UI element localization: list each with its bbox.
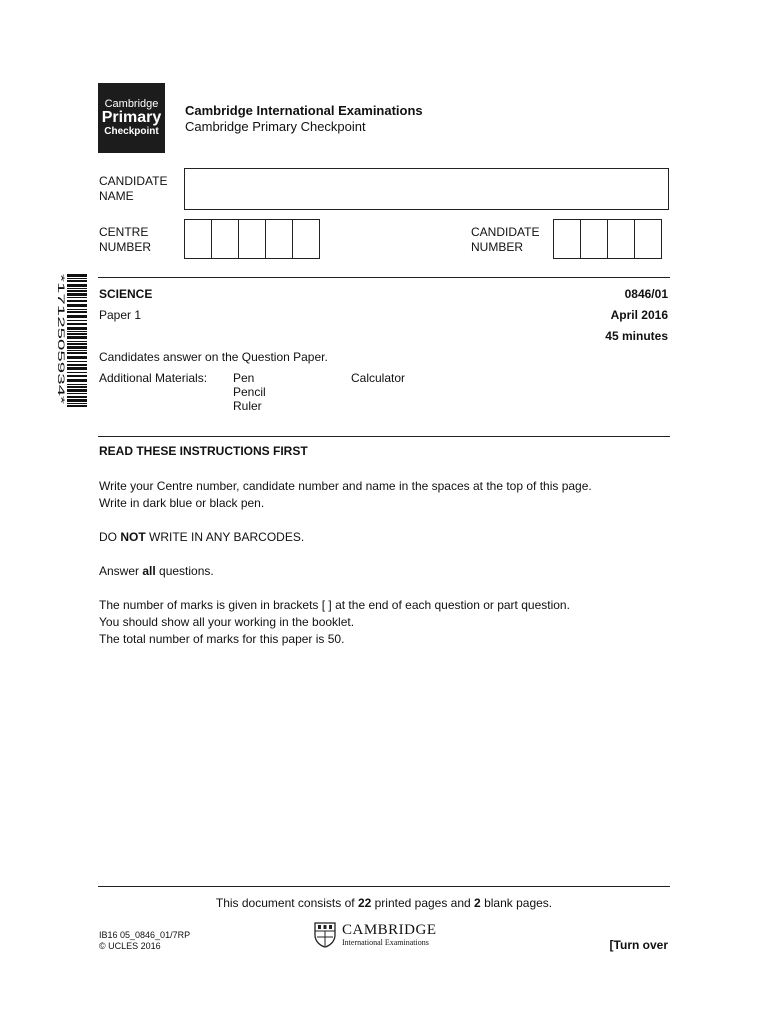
reference-code: IB16 05_0846_01/7RP bbox=[99, 930, 191, 940]
material-item: Ruler bbox=[233, 399, 262, 413]
text-span: DO bbox=[99, 530, 121, 544]
board-subtitle: Cambridge Primary Checkpoint bbox=[185, 119, 366, 134]
barcode-bar bbox=[67, 405, 87, 407]
paper-number: Paper 1 bbox=[99, 308, 142, 322]
logo-text bbox=[342, 923, 437, 948]
candidate-name-label-line-1: CANDIDATE bbox=[99, 174, 168, 188]
barcode-bar bbox=[67, 343, 87, 345]
cambridge-logo bbox=[314, 922, 437, 948]
barcode-bar bbox=[67, 379, 87, 382]
blank-page-count: 2 bbox=[474, 896, 481, 910]
barcode-bar bbox=[67, 320, 87, 321]
centre-digit-box[interactable] bbox=[211, 219, 239, 259]
barcode-bar bbox=[67, 386, 87, 388]
subject: SCIENCE bbox=[99, 287, 153, 301]
barcode-bar bbox=[67, 274, 87, 277]
barcode-bar bbox=[67, 290, 87, 292]
footer-reference bbox=[99, 930, 190, 952]
page-count-note bbox=[0, 896, 768, 910]
material-calculator: Calculator bbox=[351, 371, 406, 385]
barcode-bar bbox=[67, 336, 87, 339]
barcode-bar bbox=[67, 297, 87, 298]
centre-digit-box[interactable] bbox=[184, 219, 212, 259]
candidate-number-label-line-2: NUMBER bbox=[471, 240, 524, 254]
printed-page-count: 22 bbox=[357, 896, 372, 910]
logo-subtitle: International Examinations bbox=[342, 937, 429, 947]
barcode-bar bbox=[67, 364, 87, 366]
material-item: Pen bbox=[233, 371, 255, 385]
centre-number-label-line-2: NUMBER bbox=[99, 240, 152, 254]
instructions-block-2 bbox=[99, 529, 304, 546]
centre-digit-box[interactable] bbox=[265, 219, 293, 259]
barcode-bar bbox=[67, 333, 87, 335]
barcode-bar bbox=[67, 389, 87, 392]
barcode-bar bbox=[67, 300, 87, 302]
instruction-line: The total number of marks for this paper is 50. bbox=[99, 632, 345, 646]
barcode-bar bbox=[67, 293, 87, 296]
candidate-number-label bbox=[471, 225, 539, 255]
footer-divider bbox=[98, 886, 670, 887]
barcode-bar bbox=[67, 309, 87, 310]
candidate-digit-box[interactable] bbox=[553, 219, 581, 259]
barcode-bar bbox=[67, 304, 87, 307]
barcode-bar bbox=[67, 372, 87, 373]
instructions-block-3 bbox=[99, 563, 214, 580]
instruction-line: Write your Centre number, candidate number and name in the spaces at the top of this page. bbox=[99, 479, 592, 493]
instructions-block-4 bbox=[99, 597, 570, 648]
instruction-line bbox=[99, 563, 214, 580]
barcode-bar bbox=[67, 352, 87, 354]
candidate-digit-box[interactable] bbox=[634, 219, 662, 259]
logo-line-2: Primary bbox=[101, 109, 162, 127]
copyright: © UCLES 2016 bbox=[99, 941, 161, 951]
crest-icon bbox=[314, 922, 336, 948]
barcode-bar bbox=[67, 288, 87, 289]
barcode-bar bbox=[67, 346, 87, 349]
barcode-bar bbox=[67, 278, 87, 279]
barcode-bar bbox=[67, 403, 87, 404]
barcode-bar bbox=[67, 384, 87, 385]
text-span: WRITE IN ANY BARCODES. bbox=[145, 530, 305, 544]
answer-note: Candidates answer on the Question Paper. bbox=[99, 350, 328, 364]
barcode-bar bbox=[67, 331, 87, 332]
centre-number-label bbox=[99, 225, 151, 255]
materials-label: Additional Materials: bbox=[99, 371, 208, 385]
barcode-bar bbox=[67, 327, 87, 330]
barcode-bar bbox=[67, 361, 87, 362]
logo-word: CAMBRIDGE bbox=[342, 921, 437, 938]
exam-date: April 2016 bbox=[610, 308, 668, 322]
logo-line-1: Cambridge bbox=[104, 97, 159, 110]
emphasis: all bbox=[142, 564, 156, 578]
text-span: questions. bbox=[155, 564, 214, 578]
materials-list bbox=[233, 371, 266, 413]
barcode-bar bbox=[67, 399, 87, 402]
emphasis: NOT bbox=[120, 530, 146, 544]
candidate-name-label-line-2: NAME bbox=[99, 189, 134, 203]
barcode-bar bbox=[67, 356, 87, 359]
barcode-number: *1712505934* bbox=[56, 274, 66, 332]
candidate-name-label bbox=[99, 174, 167, 204]
centre-digit-box[interactable] bbox=[238, 219, 266, 259]
barcode-bar bbox=[67, 393, 87, 394]
candidate-number-label-line-1: CANDIDATE bbox=[471, 225, 540, 239]
instructions-heading: READ THESE INSTRUCTIONS FIRST bbox=[99, 444, 308, 458]
instructions-block-1 bbox=[99, 478, 592, 512]
checkpoint-logo bbox=[98, 83, 165, 153]
barcode-bar bbox=[67, 315, 87, 318]
material-item: Pencil bbox=[233, 385, 266, 399]
instruction-line: Write in dark blue or black pen. bbox=[99, 496, 265, 510]
barcode-bar bbox=[67, 367, 87, 370]
candidate-digit-box[interactable] bbox=[607, 219, 635, 259]
barcode-bar bbox=[67, 284, 87, 287]
barcode-bar bbox=[67, 341, 87, 342]
barcode-bar bbox=[67, 280, 87, 282]
barcode-bar bbox=[67, 375, 87, 377]
candidate-number-field[interactable] bbox=[554, 219, 662, 259]
barcode-bar bbox=[67, 323, 87, 325]
divider bbox=[98, 277, 670, 278]
candidate-name-field[interactable] bbox=[184, 168, 669, 210]
board-title: Cambridge International Examinations bbox=[185, 103, 423, 118]
duration: 45 minutes bbox=[605, 329, 668, 343]
centre-digit-box[interactable] bbox=[292, 219, 320, 259]
candidate-digit-box[interactable] bbox=[580, 219, 608, 259]
text-span: printed pages and bbox=[371, 896, 475, 910]
logo-line-3: Checkpoint bbox=[104, 125, 159, 137]
divider bbox=[98, 436, 670, 437]
turn-over: [Turn over bbox=[609, 938, 668, 952]
text-span: blank pages. bbox=[480, 896, 553, 910]
text-span: Answer bbox=[99, 564, 143, 578]
barcode-bar bbox=[67, 311, 87, 313]
centre-number-label-line-1: CENTRE bbox=[99, 225, 149, 239]
paper-code: 0846/01 bbox=[624, 287, 668, 301]
barcode-bar bbox=[67, 350, 87, 351]
centre-number-field[interactable] bbox=[185, 219, 320, 259]
barcode-bar bbox=[67, 396, 87, 398]
instruction-line bbox=[99, 529, 304, 546]
barcode-image bbox=[53, 272, 88, 409]
instruction-line: The number of marks is given in brackets [ ] at the end of each question or part question. bbox=[99, 598, 570, 612]
text-span: This document consists of bbox=[215, 896, 358, 910]
instruction-line: You should show all your working in the booklet. bbox=[99, 615, 355, 629]
